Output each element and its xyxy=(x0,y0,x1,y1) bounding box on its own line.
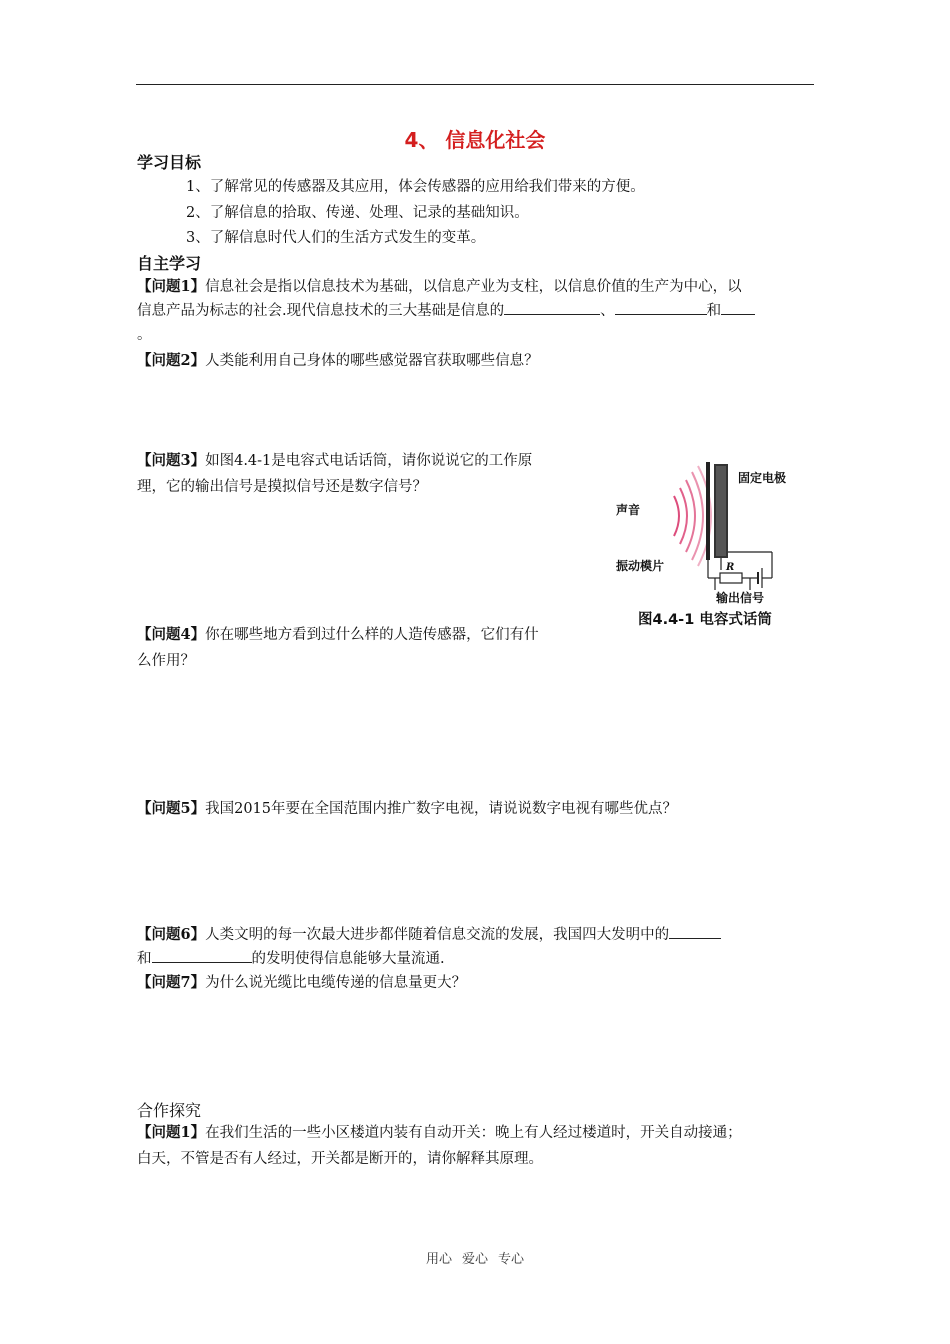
sound-waves xyxy=(674,466,711,566)
coop-question-1-label: 【问题1】 xyxy=(137,1124,206,1141)
resistor xyxy=(720,573,742,583)
question-5 xyxy=(137,798,677,820)
answer-blank-5[interactable] xyxy=(152,948,252,963)
answer-blank-1[interactable] xyxy=(504,300,600,315)
question-6-text-3: 的发明使得信息能够大量流通. xyxy=(251,951,445,967)
footer-item-2: 爱心 xyxy=(461,1252,488,1267)
blank-separator-1: 、 xyxy=(600,303,615,319)
capacitor-microphone-figure xyxy=(612,452,812,604)
coop-question-1-line-2: 白天，不管是否有人经过，开关都是断开的，请你解释其原理。 xyxy=(137,1151,543,1167)
answer-blank-4[interactable] xyxy=(669,924,721,939)
coop-question-1-line-1 xyxy=(137,1122,742,1144)
question-4-line-2: 么作用？ xyxy=(137,653,195,669)
question-1-label: 【问题1】 xyxy=(137,278,206,295)
header-rule xyxy=(136,84,814,85)
question-6-line-2 xyxy=(137,948,445,970)
footer-item-1: 用心 xyxy=(425,1252,452,1267)
answer-blank-3[interactable] xyxy=(721,300,755,315)
question-3-text: 如图4.4-1是电容式电话话筒，请你说说它的工作原 xyxy=(205,453,533,469)
question-7-text: 为什么说光缆比电缆传递的信息量更大？ xyxy=(205,975,467,991)
diaphragm-plate xyxy=(706,462,710,560)
label-fixed-electrode: 固定电极 xyxy=(738,471,787,485)
question-1-text-2: 信息产品为标志的社会.现代信息技术的三大基础是信息的 xyxy=(137,303,505,319)
coop-question-1-text: 在我们生活的一些小区楼道内装有自动开关：晚上有人经过楼道时，开关自动接通； xyxy=(205,1125,742,1141)
label-resistor: R xyxy=(726,562,735,573)
question-2 xyxy=(137,350,539,372)
question-4-text: 你在哪些地方看到过什么样的人造传感器，它们有什 xyxy=(205,627,539,643)
question-6-label: 【问题6】 xyxy=(137,926,206,943)
question-4-label: 【问题4】 xyxy=(137,626,206,643)
question-6-line-1 xyxy=(137,924,721,946)
question-3-line-1 xyxy=(137,450,532,472)
label-output-signal: 输出信号 xyxy=(716,591,765,604)
objective-item-2: 2、了解信息的拾取、传递、处理、记录的基础知识。 xyxy=(186,205,529,221)
question-2-text: 人类能利用自己身体的哪些感觉器官获取哪些信息？ xyxy=(205,353,539,369)
question-1-line-1 xyxy=(137,276,742,298)
figure-caption: 图4.4-1 电容式话筒 xyxy=(638,612,772,628)
question-5-text: 我国2015年要在全国范围内推广数字电视，请说说数字电视有哪些优点？ xyxy=(205,801,677,817)
label-diaphragm: 振动模片 xyxy=(616,559,665,573)
question-5-label: 【问题5】 xyxy=(137,800,206,817)
question-1-text: 信息社会是指以信息技术为基础，以信息产业为支柱，以信息价值的生产为中心，以 xyxy=(205,279,742,295)
page-footer xyxy=(0,1248,950,1267)
question-1-line-2 xyxy=(137,300,755,322)
question-2-label: 【问题2】 xyxy=(137,352,206,369)
page-title: 4、 信息化社会 xyxy=(404,128,546,152)
objective-item-1: 1、了解常见的传感器及其应用，体会传感器的应用给我们带来的方便。 xyxy=(186,179,645,195)
answer-blank-2[interactable] xyxy=(615,300,707,315)
question-4-line-1 xyxy=(137,624,539,646)
question-3-label: 【问题3】 xyxy=(137,452,206,469)
label-sound: 声音 xyxy=(616,503,641,517)
coop-heading: 合作探究 xyxy=(137,1101,202,1120)
question-6-text-2: 和 xyxy=(137,951,152,967)
question-6-text: 人类文明的每一次最大进步都伴随着信息交流的发展，我国四大发明中的 xyxy=(205,927,670,943)
footer-item-3: 专心 xyxy=(498,1252,525,1267)
self-study-heading: 自主学习 xyxy=(137,254,202,273)
question-7 xyxy=(137,972,466,994)
objectives-heading: 学习目标 xyxy=(137,153,202,172)
question-7-label: 【问题7】 xyxy=(137,974,206,991)
objective-item-3: 3、了解信息时代人们的生活方式发生的变革。 xyxy=(186,230,486,246)
question-3-line-2: 理，它的输出信号是摸拟信号还是数字信号？ xyxy=(137,479,427,495)
blank-separator-2: 和 xyxy=(706,303,722,319)
question-1-line-3: 。 xyxy=(137,327,152,343)
